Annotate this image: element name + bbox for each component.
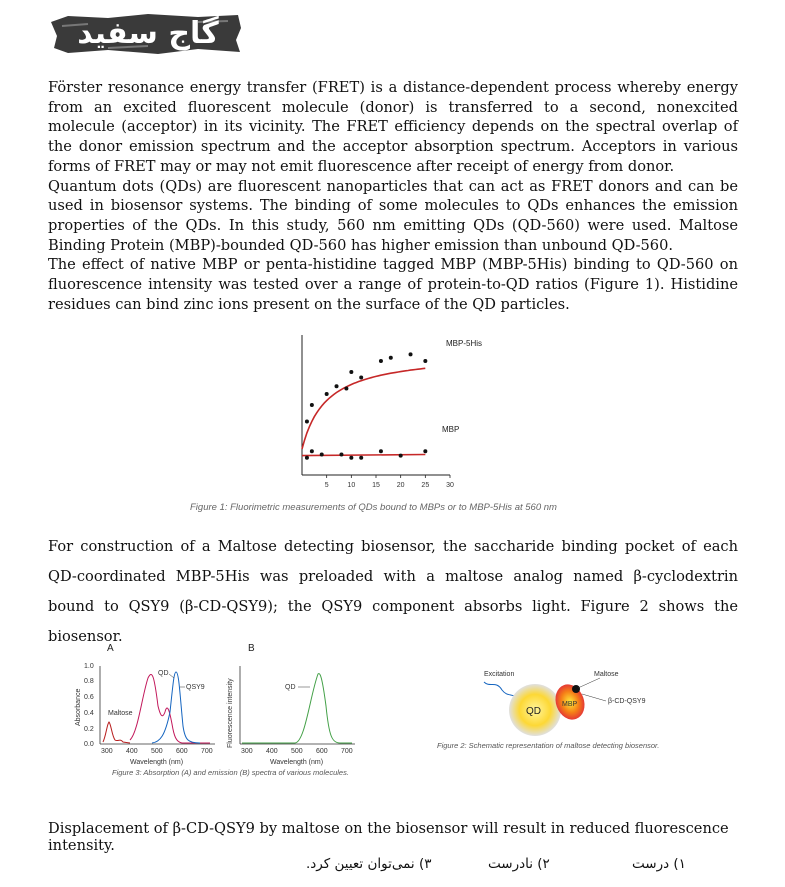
mbp-point [339, 453, 343, 457]
mbp-5his-point [379, 359, 383, 363]
logo-text: گاج سفید [77, 16, 219, 51]
mbp-5his-point [389, 356, 393, 360]
x-tick-b-700: 700 [341, 748, 353, 755]
x-tick-a-600: 600 [176, 748, 188, 755]
y-tick-0-2: 0.2 [84, 726, 94, 733]
question-statement: Displacement of β-CD-QSY9 by maltose on the biosensor will result in reduced fluorescence intensity. [48, 820, 729, 854]
mbp-point [359, 456, 363, 460]
qd-label-pointer [169, 674, 174, 678]
figure-1-caption: Figure 1: Fluorimetric measurements of QDs bound to MBPs or to MBP-5His at 560 nm [190, 502, 557, 513]
x-tick-b-300: 300 [241, 748, 253, 755]
x-tick-label: 5 [324, 482, 329, 489]
y-tick-0-8: 0.8 [84, 678, 94, 685]
figure-1-chart [180, 330, 620, 520]
mbp-point [423, 449, 427, 453]
panel-a-label: A [107, 643, 114, 654]
qd-label: QD [158, 670, 169, 677]
option-3[interactable]: ۳) نمی‌توان تعیین کرد. [306, 856, 432, 872]
excitation-label: Excitation [484, 671, 515, 678]
mbp-point [399, 454, 403, 458]
x-tick-a-300: 300 [101, 748, 113, 755]
mbp-5his-point [325, 392, 329, 396]
mbp-5his-fit-line [302, 368, 425, 449]
option-2[interactable]: ۲) نادرست [488, 856, 550, 872]
intro-paragraph-1: Förster resonance energy transfer (FRET) is a distance-dependent process whereby energy from an excited fluorescent molecule (donor) is transferred to a second, nonexcited molecule (acceptor) in its vicinity. The FRET efficiency depends on the spectral overlap of the donor emission spectrum and the acceptor absorption spectrum. Acceptors in various forms of FRET may or may not emit fluorescence after receipt of energy from donor. [48, 79, 738, 175]
x-tick-label: 20 [396, 482, 405, 489]
maltose-schematic-label: Maltose [594, 671, 619, 678]
mbp-particle-label: MBP [562, 701, 578, 708]
x-tick-b-500: 500 [291, 748, 303, 755]
mbp-label: MBP [442, 425, 460, 434]
mbp-point [320, 453, 324, 457]
x-tick-b-400: 400 [266, 748, 278, 755]
mbp-5his-point [305, 420, 309, 424]
mbp-point [379, 449, 383, 453]
mbp-5his-point [344, 387, 348, 391]
figure-2-caption: Figure 2: Schematic representation of maltose detecting biosensor. [437, 741, 660, 750]
y-tick-1-0: 1.0 [84, 663, 94, 670]
y-tick-0-0: 0.0 [84, 741, 94, 748]
mbp-5his-point [349, 370, 353, 374]
maltose-spectrum [103, 722, 130, 743]
x-tick-label: 10 [347, 482, 356, 489]
qd-emission-spectrum [242, 674, 352, 743]
maltose-label: Maltose [108, 710, 133, 717]
mbp-5his-point [409, 352, 413, 356]
x-tick-b-600: 600 [316, 748, 328, 755]
y-tick-0-6: 0.6 [84, 694, 94, 701]
intro-text [48, 78, 738, 314]
x-tick-label: 15 [372, 482, 380, 489]
figure-3-and-2 [70, 636, 750, 782]
panel-a-ylabel: Absorbance [75, 688, 82, 726]
qd-emission-label: QD [285, 684, 296, 691]
mbp-point [305, 456, 309, 460]
panel-b-xlabel: Wavelength (nm) [270, 759, 324, 766]
qsy9-spectrum [152, 672, 200, 743]
mbp-point [349, 456, 353, 460]
mbp-5his-point [423, 359, 427, 363]
qd-particle-label: QD [526, 706, 541, 717]
intro-paragraph-3: The effect of native MBP or penta-histidine tagged MBP (MBP-5His) binding to QD-560 on fluorescence intensity was tested over a range of protein-to-QD ratios (Figure 1). Histidine residues can bind zinc ions present on the surface of the QD particles. [48, 256, 738, 313]
gaj-sefid-logo [48, 8, 243, 58]
quencher-pointer [582, 694, 606, 701]
panel-a-xlabel: Wavelength (nm) [130, 759, 184, 766]
x-tick-label: 30 [446, 482, 454, 489]
quencher-dot-icon [572, 685, 580, 693]
panel-b-ylabel: Fluorescence intensity [227, 678, 234, 748]
x-tick-a-400: 400 [126, 748, 138, 755]
maltose-pointer [578, 678, 600, 688]
mbp-5his-point [359, 376, 363, 380]
mbp-5his-label: MBP-5His [446, 339, 483, 348]
quencher-label: β-CD-QSY9 [608, 698, 646, 705]
figure-3-caption: Figure 3: Absorption (A) and emission (B) spectra of various molecules. [112, 768, 349, 777]
mbp-point [310, 449, 314, 453]
intro-paragraph-2: Quantum dots (QDs) are fluorescent nanoparticles that can act as FRET donors and can be used in biosensor systems. The binding of some molecules to QDs enhances the emission properties of the QDs. In this study, 560 nm emitting QDs (QD-560) were used. Maltose Binding Protein (MBP)-bounded QD-560 has higher emission than unbound QD-560. [48, 177, 738, 254]
x-tick-a-700: 700 [201, 748, 213, 755]
qsy9-label: QSY9 [186, 684, 205, 691]
biosensor-paragraph: For construction of a Maltose detecting biosensor, the saccharide binding pocket of each QD-coordinated MBP-5His was preloaded with a maltose analog named β-cyclodextrin bound to QSY9 (β-CD-QSY9); the QSY9 component absorbs light. Figure 2 shows the biosensor. [48, 538, 738, 645]
mbp-5his-point [310, 403, 314, 407]
option-1[interactable]: ۱) درست [632, 856, 686, 872]
panel-b-label: B [248, 643, 255, 654]
y-tick-0-4: 0.4 [84, 710, 94, 717]
mbp-5his-point [335, 384, 339, 388]
x-tick-a-500: 500 [151, 748, 163, 755]
x-tick-label: 25 [421, 482, 430, 489]
